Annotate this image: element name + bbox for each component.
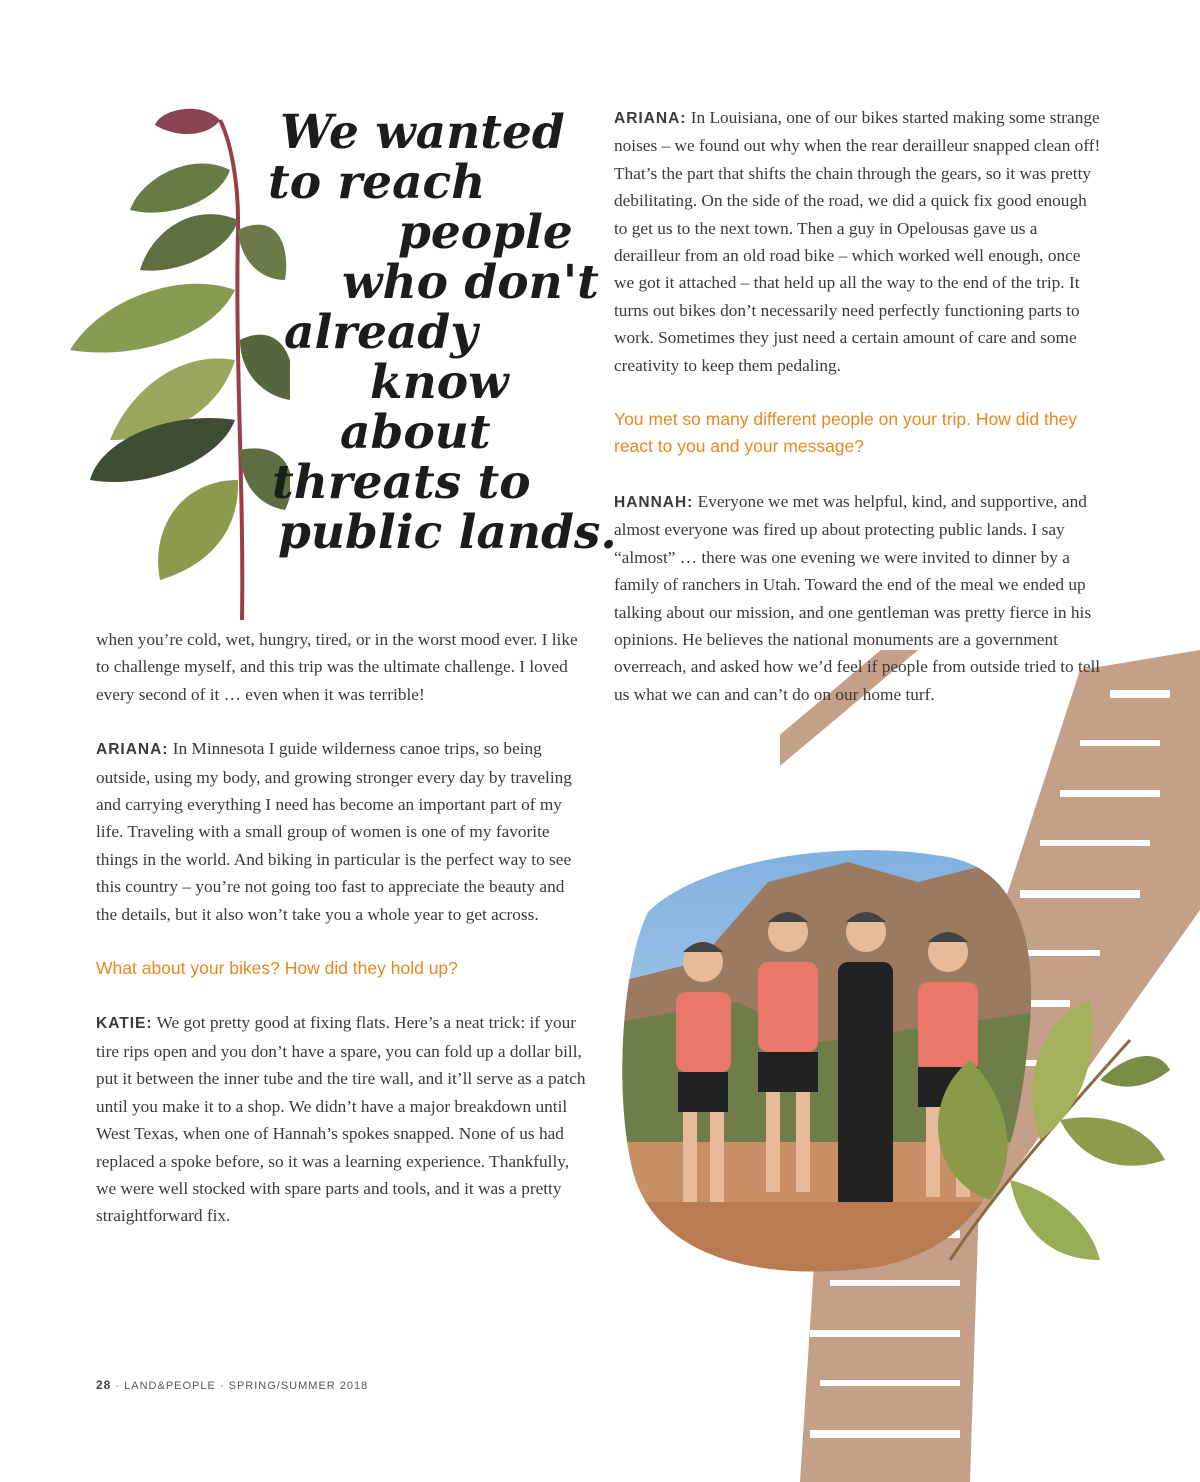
interview-question: You met so many different people on your trip. How did they react to you and your message? (614, 409, 1078, 457)
speaker-text: In Minnesota I guide wilderness canoe trips, so being outside, using my body, and growing stronger every day by traveling and carrying everything I need has become an important part of my life. Traveling with a small group of women is one of my favorite things in the world. And biking in particular is the perfect way to see this country – you’re not going too fast to appreciate the beauty and the details, but it also won’t take you a whole year to get across. (96, 739, 572, 924)
body-paragraph (96, 735, 586, 928)
speaker-name: ARIANA: (614, 110, 687, 127)
pull-quote-line: already (284, 305, 478, 360)
body-paragraph (96, 1009, 586, 1229)
speaker-name: ARIANA: (96, 741, 169, 759)
speaker-name: HANNAH: (614, 493, 694, 511)
page-footer (96, 1378, 368, 1392)
interview-question: What about your bikes? How did they hold up? (96, 958, 458, 979)
right-column (614, 104, 1104, 735)
pull-quote-line: know (370, 355, 509, 410)
left-column (96, 626, 586, 1257)
pull-quote (260, 105, 617, 560)
speaker-text: In Louisiana, one of our bikes started making some strange noises – we found out why when the rear derailleur snapped clean off! That’s the part that shifts the chain through the gears, so it was pretty debilitating. On the side of the road, we did a quick fix good enough to get us to the next town. Then a guy in Opelousas gave us a derailleur from an old road bike – which worked well enough, once we got it attached – that held up all the way to the end of the trip. It turns out bikes don’t necessarily need perfectly functioning parts to work. Sometimes they just need a certain amount of care and some creativity to keep them pedaling. (614, 108, 1101, 375)
pull-quote-line: who don't (342, 255, 599, 310)
pull-quote-line: We wanted (280, 105, 565, 160)
body-paragraph: when you’re cold, wet, hungry, tired, or in the worst mood ever. I like to challenge myself, and this trip was the ultimate challenge. I loved every second of it … even when it was terrible! (96, 630, 578, 704)
publication-info: · LAND&PEOPLE · SPRING/SUMMER 2018 (111, 1380, 369, 1392)
pull-quote-line: people (398, 205, 573, 260)
body-paragraph (614, 104, 1104, 379)
pull-quote-line: to reach (268, 155, 486, 210)
body-paragraph (614, 488, 1104, 708)
pull-quote-line: about (340, 405, 491, 460)
pull-quote-line: threats to (272, 455, 531, 510)
page-number: 28 (96, 1378, 112, 1392)
speaker-text: We got pretty good at fixing flats. Here’s a neat trick: if your tire rips open and you don’t have a spare, you can fold up a dollar bill, put it between the inner tube and the tire wall, and it’ll serve as a patch until you make it to a shop. We didn’t have a major breakdown until West Texas, when one of Hannah’s spokes snapped. None of us had replaced a spoke before, so it was a learning experience. Thankfully, we were well stocked with spare parts and tools, and it was a pretty straightforward fix. (96, 1013, 586, 1226)
speaker-text: Everyone we met was helpful, kind, and supportive, and almost everyone was fired up about protecting public lands. I say “almost” … there was one evening we were invited to dinner by a family of ranchers in Utah. Toward the end of the meal we ended up talking about our mission, and one gentleman was pretty fierce in his opinions. He believes the national monuments are a government overreach, and asked how we’d feel if people from outside tried to tell us what we can and can’t do on our home turf. (614, 491, 1101, 704)
leaf-sprig-illustration (30, 60, 290, 620)
pull-quote-line: public lands. (278, 505, 617, 560)
speaker-name: KATIE: (96, 1015, 153, 1033)
leaf-branch-illustration (930, 980, 1170, 1280)
